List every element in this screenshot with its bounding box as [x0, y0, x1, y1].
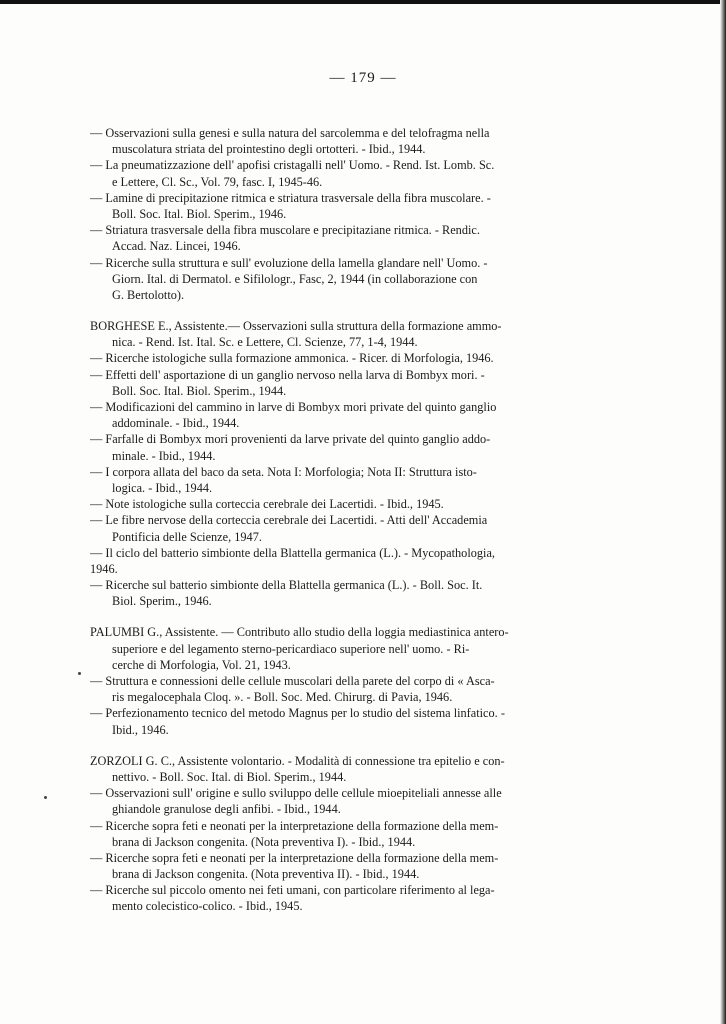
scan-top-edge	[0, 0, 726, 4]
entry-line: e Lettere, Cl. Sc., Vol. 79, fasc. I, 1945-46.	[112, 174, 323, 189]
author-heading-line: PALUMBI G., Assistente. — Contributo allo studio della loggia mediastinica antero-	[90, 625, 509, 640]
entry-line: — Il ciclo del batterio simbionte della Blattella germanica (L.). - Mycopathologia,	[90, 545, 495, 560]
entry-line: — Ricerche sopra feti e neonati per la interpretazione della formazione della mem-	[90, 818, 499, 833]
scan-right-edge	[720, 0, 726, 1024]
entry-line: brana di Jackson congenita. (Nota preventiva I). - Ibid., 1944.	[112, 834, 416, 849]
section-borghese	[90, 318, 612, 609]
author-heading-line: BORGHESE E., Assistente.— Osservazioni sulla struttura della formazione ammo-	[90, 319, 502, 334]
entry-line: — Struttura e connessioni delle cellule muscolari della parete del corpo di « Asca-	[90, 674, 495, 688]
entry-line: — Osservazioni sull' origine e sullo sviluppo delle cellule mioepiteliali annesse alle	[90, 786, 502, 801]
entry-line: — Perfezionamento tecnico del metodo Magnus per lo studio del sistema linfatico. -	[90, 706, 505, 721]
entry-line: Giorn. Ital. di Dermatol. e Sifilologr., Fasc, 2, 1944 (in collaborazione con	[112, 271, 478, 286]
entry-line: logica. - Ibid., 1944.	[112, 480, 213, 495]
entry-line: — Ricerche sopra feti e neonati per la interpretazione della formazione della mem-	[90, 850, 499, 865]
entry-line: Accad. Naz. Lincei, 1946.	[112, 239, 241, 254]
entry-line: — La pneumatizzazione dell' apofisi cristagalli nell' Uomo. - Rend. Ist. Lomb. Sc.	[90, 158, 495, 173]
entry-line: — Ricerche sul batterio simbionte della Blattella germanica (L.). - Boll. Soc. It.	[90, 578, 483, 593]
entry-line: ris megalocephala Cloq. ». - Boll. Soc. Med. Chirurg. di Pavia, 1946.	[112, 690, 453, 705]
entry-line: — Effetti dell' asportazione di un ganglio nervoso nella larva di Bombyx mori. -	[90, 367, 485, 382]
entry-line: Ibid., 1946.	[112, 722, 169, 737]
section-continued-entries	[90, 125, 612, 303]
entry-line: — Farfalle di Bombyx mori provenienti da larve private del quinto ganglio addo-	[90, 432, 491, 447]
author-heading-line: ZORZOLI G. C., Assistente volontario. - Modalità di connessione tra epitelio e con-	[90, 753, 505, 768]
entry-line: mento colecistico-colico. - Ibid., 1945.	[112, 899, 303, 914]
section-palumbi	[90, 624, 612, 737]
entry-line: — Le fibre nervose della corteccia cerebrale dei Lacertidi. - Atti dell' Accademia	[90, 513, 488, 528]
scan-speck	[78, 672, 81, 675]
entry-line: Pontificia delle Scienze, 1947.	[112, 529, 262, 544]
entry-line: 1946.	[90, 561, 118, 576]
entry-line: Boll. Soc. Ital. Biol. Sperim., 1944.	[112, 383, 287, 398]
entry-line: — Ricerche istologiche sulla formazione ammonica. - Ricer. di Morfologia, 1946.	[90, 351, 494, 366]
entry-line: addominale. - Ibid., 1944.	[112, 416, 240, 431]
entry-line: — Lamine di precipitazione ritmica e striatura trasversale della fibra muscolare. -	[90, 190, 491, 205]
page-number: — 179 —	[329, 70, 397, 86]
entry-line: cerche di Morfologia, Vol. 21, 1943.	[112, 657, 291, 672]
entry-line: nica. - Rend. Ist. Ital. Sc. e Lettere, Cl. Scienze, 77, 1-4, 1944.	[112, 335, 418, 350]
entry-line: — Modificazioni del cammino in larve di Bombyx mori private del quinto ganglio	[90, 400, 497, 414]
bibliography-list	[90, 125, 612, 930]
scan-speck	[44, 796, 47, 799]
entry-line: brana di Jackson congenita. (Nota preventiva II). - Ibid., 1944.	[112, 867, 420, 882]
entry-line: nettivo. - Boll. Soc. Ital. di Biol. Sperim., 1944.	[112, 769, 347, 784]
entry-line: — Ricerche sulla struttura e sull' evoluzione della lamella glandare nell' Uomo. -	[90, 255, 488, 270]
entry-line: superiore e del legamento sterno-pericardiaco superiore nell' uomo. - Ri-	[112, 641, 470, 656]
entry-line: — I corpora allata del baco da seta. Nota I: Morfologia; Nota II: Struttura isto-	[90, 464, 477, 479]
entry-line: — Note istologiche sulla corteccia cerebrale dei Lacertidi. - Ibid., 1945.	[90, 497, 444, 512]
entry-line: Boll. Soc. Ital. Biol. Sperim., 1946.	[112, 206, 287, 221]
entry-line: — Ricerche sul piccolo omento nei feti umani, con particolare riferimento al lega-	[90, 883, 495, 898]
entry-line: minale. - Ibid., 1944.	[112, 448, 216, 463]
entry-line: ghiandole granulose degli anfibi. - Ibid., 1944.	[112, 802, 341, 817]
entry-line: muscolatura striata del prointestino degli ortotteri. - Ibid., 1944.	[112, 142, 426, 157]
entry-line: Biol. Sperim., 1946.	[112, 594, 212, 609]
entry-line: G. Bertolotto).	[112, 287, 185, 302]
entry-line: — Osservazioni sulla genesi e sulla natura del sarcolemma e del telofragma nella	[90, 126, 490, 140]
section-zorzoli	[90, 753, 612, 915]
entry-line: — Striatura trasversale della fibra muscolare e precipitaziane ritmica. - Rendic.	[90, 223, 480, 238]
